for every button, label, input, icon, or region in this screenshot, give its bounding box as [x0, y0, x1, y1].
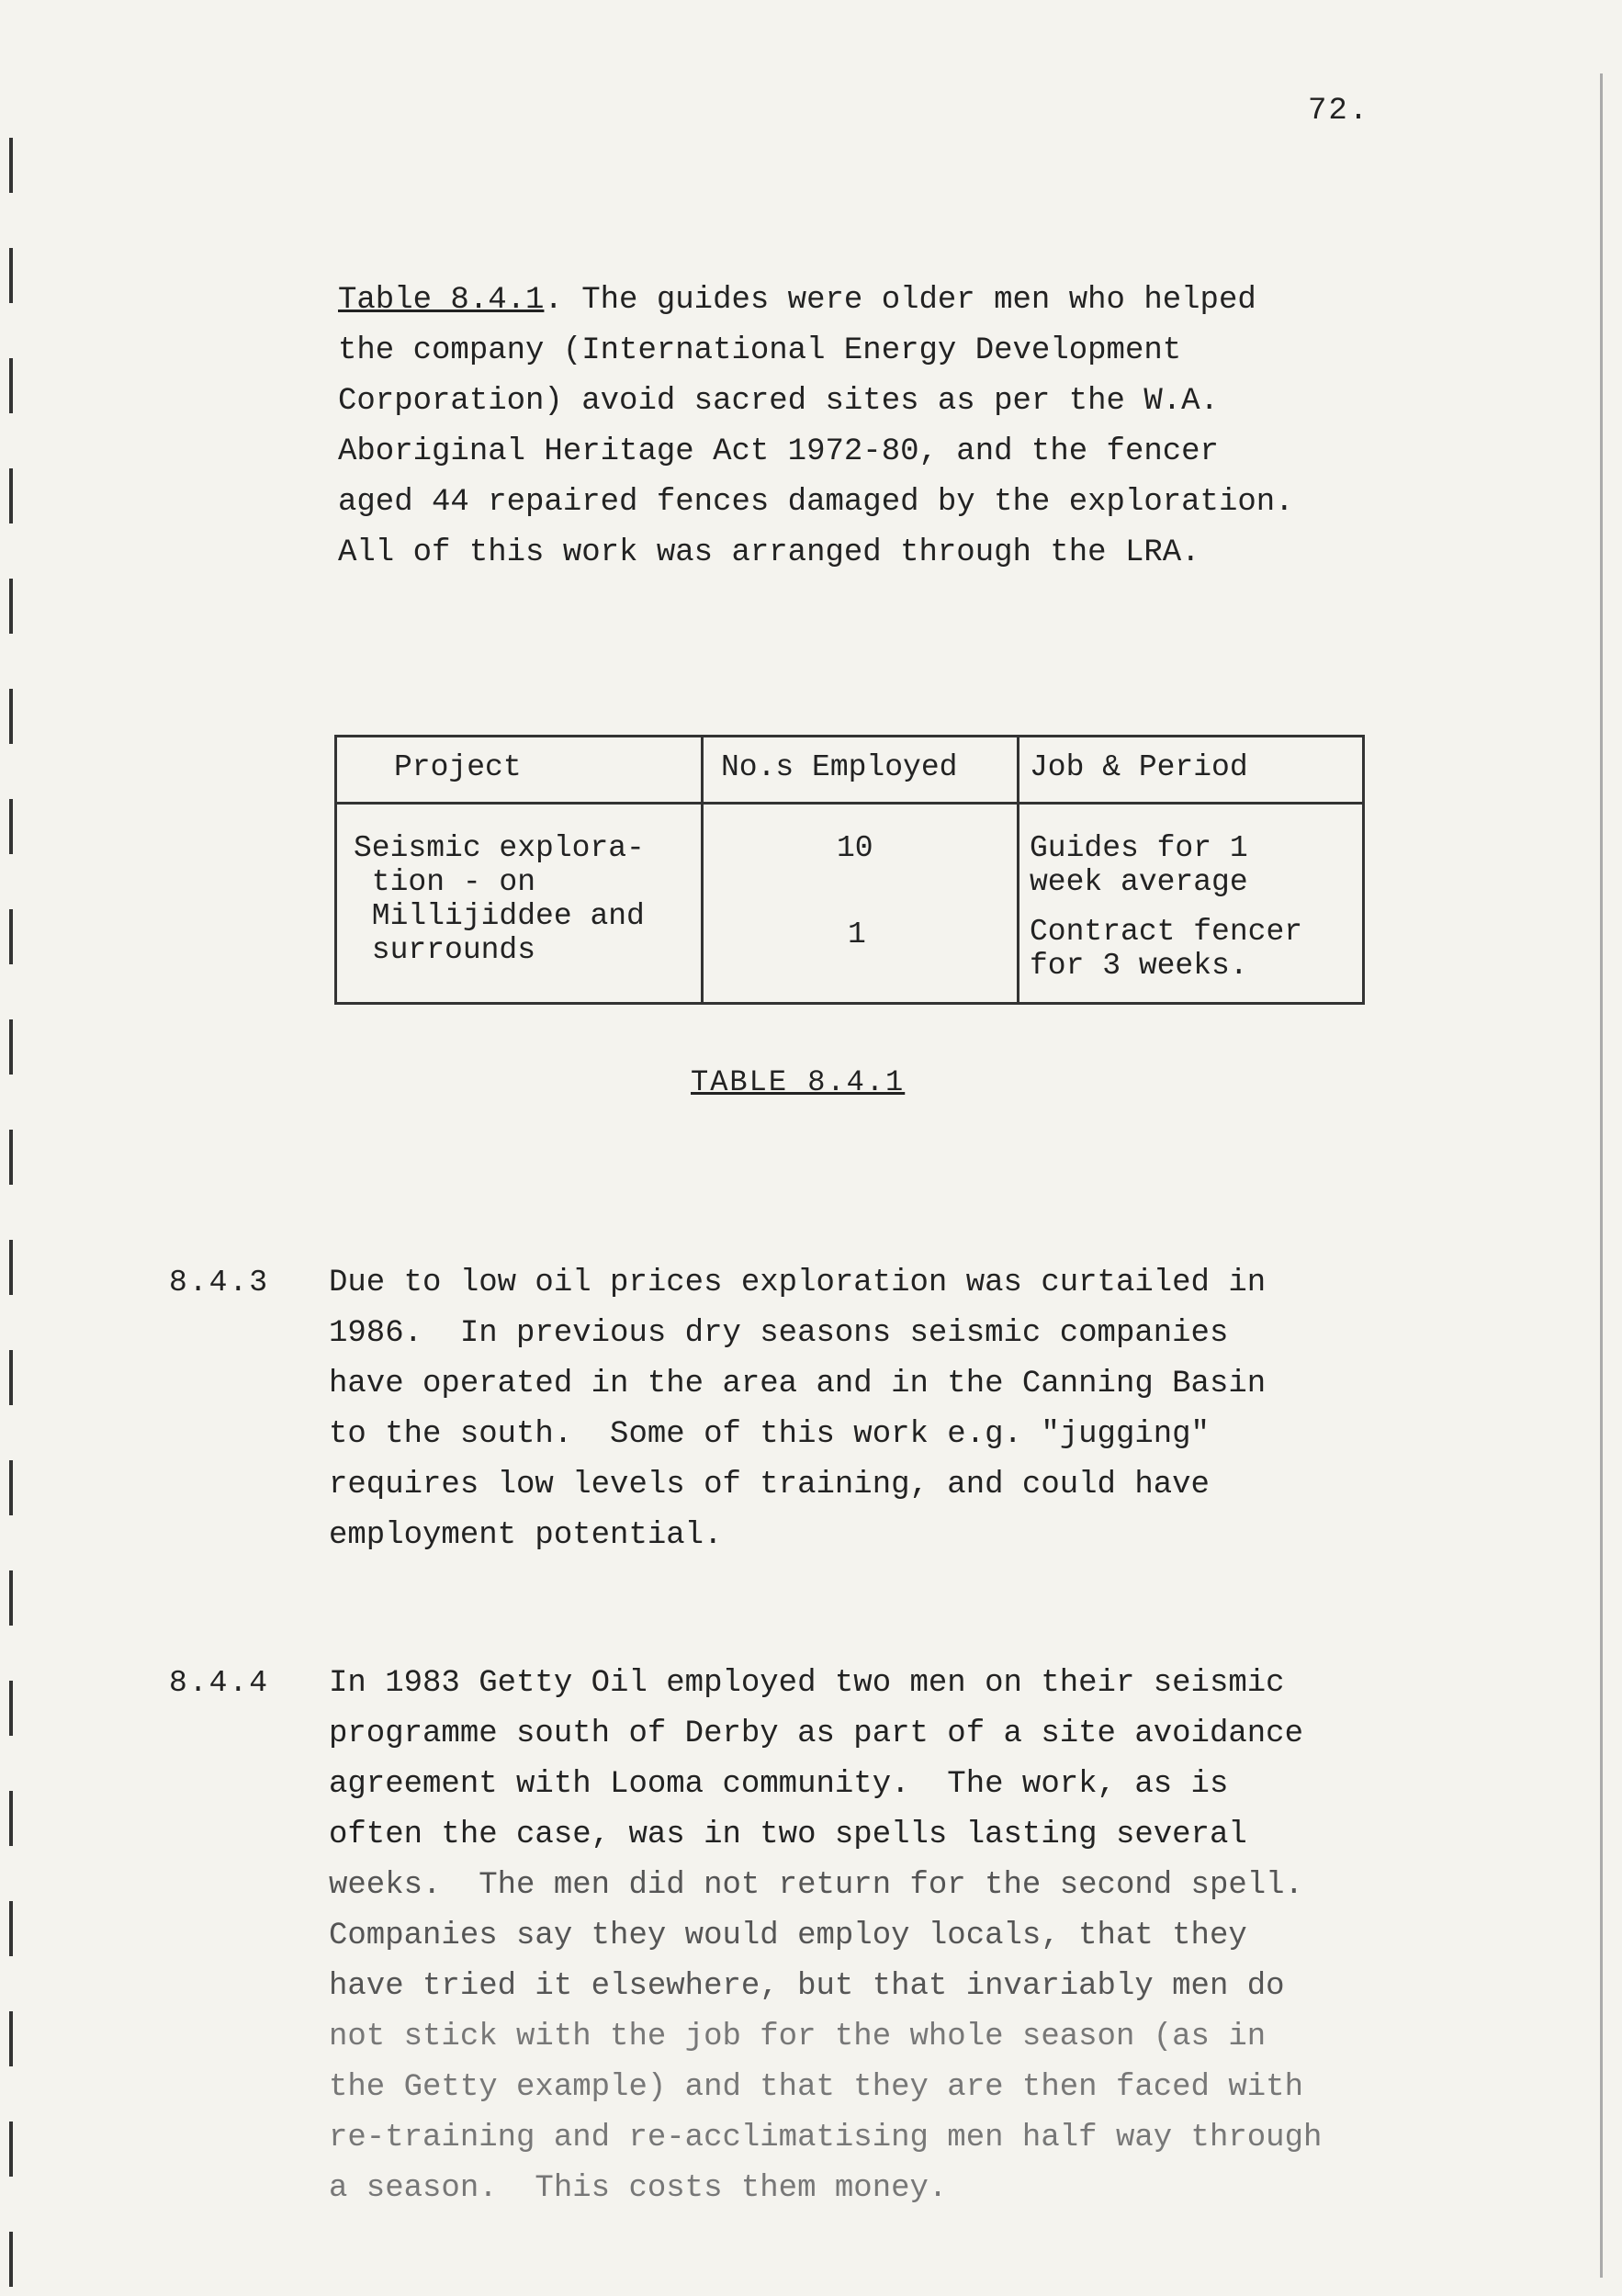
job-guides-line: Guides for 1 [1030, 831, 1248, 865]
intro-line-1: Table 8.4.1. The guides were older men who helped [338, 283, 1256, 318]
table-reference: Table 8.4.1 [338, 283, 545, 318]
body-line: not stick with the job for the whole season (as in [329, 2020, 1267, 2054]
body-line: have operated in the area and in the Canning Basin [329, 1367, 1267, 1401]
intro-paragraph [338, 276, 1294, 579]
intro-line: All of this work was arranged through the LRA. [338, 535, 1200, 570]
body-line: programme south of Derby as part of a site avoidance [329, 1716, 1303, 1751]
employed-guides: 10 [837, 831, 873, 865]
table-caption: TABLE 8.4.1 [691, 1065, 906, 1099]
intro-line: aged 44 repaired fences damaged by the exploration. [338, 485, 1294, 520]
body-line: agreement with Looma community. The work, as is [329, 1767, 1229, 1802]
body-line: weeks. The men did not return for the second spell. [329, 1868, 1303, 1903]
intro-line: the company (International Energy Development [338, 333, 1182, 368]
body-line: In 1983 Getty Oil employed two men on their seismic [329, 1666, 1285, 1701]
body-line: the Getty example) and that they are then faced with [329, 2070, 1303, 2105]
body-line: requires low levels of training, and could have [329, 1468, 1210, 1503]
header-project: Project [394, 750, 522, 784]
body-line: Due to low oil prices exploration was curtailed in [329, 1266, 1267, 1300]
binding-marks [9, 119, 15, 2278]
project-line: tion - on [354, 865, 536, 899]
intro-line: Corporation) avoid sacred sites as per the W.A. [338, 384, 1219, 419]
column-divider [701, 737, 704, 1002]
project-line: surrounds [354, 933, 536, 967]
intro-line: Aboriginal Heritage Act 1972-80, and the fencer [338, 434, 1219, 469]
body-line: employment potential. [329, 1518, 723, 1553]
header-job-period: Job & Period [1030, 750, 1248, 784]
employed-fencer: 1 [848, 917, 866, 951]
header-divider [337, 802, 1362, 805]
body-line: have tried it elsewhere, but that invariably men do [329, 1969, 1285, 2004]
header-employed: No.s Employed [721, 750, 958, 784]
body-line: a season. This costs them money. [329, 2171, 948, 2206]
section-number: 8.4.3 [169, 1266, 270, 1300]
job-guides-line: week average [1030, 865, 1248, 899]
body-line: to the south. Some of this work e.g. "jugging" [329, 1417, 1210, 1452]
project-line: Millijiddee and [354, 899, 645, 933]
section-8-4-3-body [329, 1258, 1266, 1561]
job-fencer-line: for 3 weeks. [1030, 949, 1248, 983]
column-divider [1017, 737, 1019, 1002]
employment-table [334, 735, 1365, 1005]
project-line: Seismic explora- [354, 831, 645, 865]
body-line: 1986. In previous dry seasons seismic companies [329, 1316, 1229, 1351]
job-fencer-line: Contract fencer [1030, 915, 1303, 949]
body-line: Companies say they would employ locals, that they [329, 1919, 1247, 1953]
section-number: 8.4.4 [169, 1666, 270, 1700]
body-line: often the case, was in two spells lasting several [329, 1818, 1247, 1852]
page-number: 72. [1308, 94, 1370, 129]
page-edge [1600, 73, 1603, 2278]
section-8-4-4-body [329, 1659, 1322, 2214]
body-line: re-training and re-acclimatising men half way through [329, 2121, 1323, 2155]
